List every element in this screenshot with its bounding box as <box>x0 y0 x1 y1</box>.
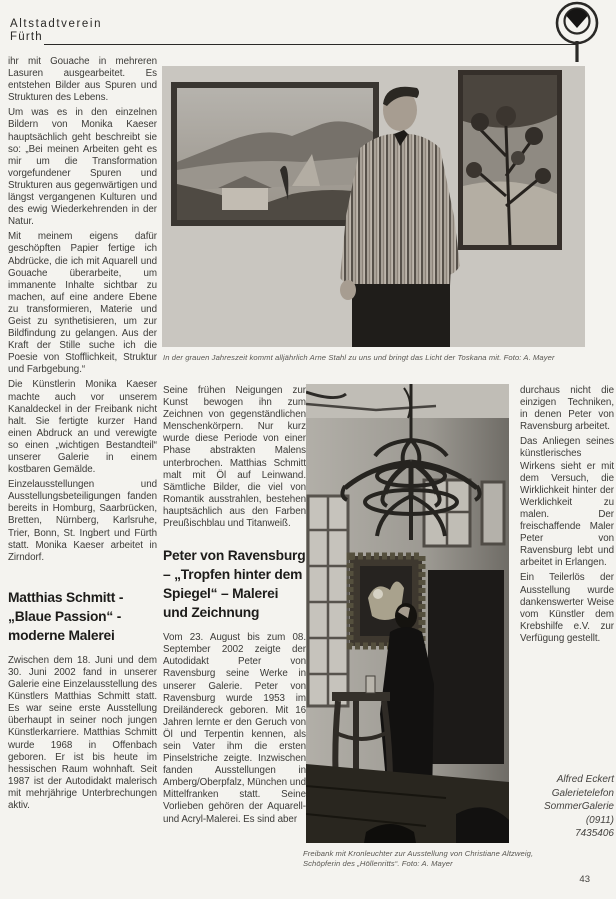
photo2-caption: Freibank mit Kronleuchter zur Ausstellung von Christiane Altzweig, Schöpferin des „Höllenritts“. Foto: A. Mayer <box>303 849 534 868</box>
contact-gallery: SommerGalerie <box>543 801 614 812</box>
landscape-painting <box>171 82 379 226</box>
paragraph: Die Künstlerin Monika Kaeser machte auch vor unserem Kanaldeckel in der Freibank nicht halt. Sie fertigte kurzer Hand einen Abdruck an und verewigte so einen „wichtigen Bestandteil“ unserer Galerie in einem kostbaren Gemälde. <box>8 379 157 476</box>
doorway <box>428 570 504 764</box>
contact-label: Galerietelefon <box>551 787 614 799</box>
middle-column <box>163 385 306 829</box>
paragraph: Das Anliegen seines künstlerisches Wirkens sieht er mit dem Versuch, die Wirklichkeit hinter der Werklichkeit zu malen. Der freischaffende Maler Peter von Ravensburg lebt und arbeitet in Erlangen. <box>520 436 614 569</box>
ceiling <box>306 384 509 418</box>
paragraph: Zwischen dem 18. Juni und dem 30. Juni 2002 fand in unserer Galerie eine Einzelausstellung des Künstlers Matthias Schmitt statt. Es war seine erste Ausstellung überhaupt in seiner noch jungen Künstlerkarriere. Matthias Schmitt wurde 1968 in Offenbach geboren. Er ist bis heute im hessischen Raum wohnhaft. Seit 1987 ist der Autodidakt malerisch mit mehrjährige Unterbrechungen aktiv. <box>8 654 157 811</box>
contact-name: Alfred Eckert <box>556 774 614 785</box>
photo-freibank-chandelier <box>306 384 509 843</box>
article-heading-ravensburg: Peter von Ravensburg – „Tropfen hinter dem Spiegel“ – Malerei und Zeichnung <box>163 548 306 621</box>
paragraph: Seine frühen Neigungen zur Kunst bewogen ihn zum Zeichnen von gegenständlichen Menschenkörpern. Nur kurz wurde diese Periode von einer Phase abstrakten Malens unterbrochen. Matthias Schmitt malt mit Öl auf Leinwand. Sämtliche Bilder, die viel von Romantik ausstrahlen, bestehen hauptsächlich aus den Farben Preußischblau und Titanweiß. <box>163 385 306 530</box>
photo1-caption: In der grauen Jahreszeit kommt alljährlich Arne Stahl zu uns und bringt das Licht der Toskana mit. Foto: A. Mayer <box>163 353 555 362</box>
paragraph: Um was es in den einzelnen Bildern von Monika Kaeser hauptsächlich geht beschreibt sie so: „Bei meinen Arbeiten geht es mir um die Transformation vorgefundener Spuren und Strukturen aus gegenwärtigen und längst vergangenen Kulturen und des ewig Wiederkehrenden in der Natur. <box>8 107 157 228</box>
org-name: Altstadtverein <box>10 18 103 30</box>
contact-block <box>495 773 614 841</box>
contact-phone: 7435406 <box>575 828 614 839</box>
paragraph: Einzelausstellungen und Ausstellungsbeteiligungen fanden bereits in Homburg, Saarbrücken, Bretten, Nürnberg, Karlsruhe, Trier, Bonn, St. Ingbert und Fürth statt. Monika Kaeser arbeitet in Zirndorf. <box>8 479 157 563</box>
org-city: Fürth <box>10 31 43 43</box>
page-number: 43 <box>579 874 590 885</box>
paragraph: Vom 23. August bis zum 08. September 2002 zeigte der Autodidakt Peter von Ravensburg seine Werke in unserer Galerie. Peter von Ravensburg wurde 1953 im Dreiländereck geboren. Mit 16 Jahren lernte er den Geruch von Öl und Terpentin kennen, als sein Vater ihm die ersten Pinselstriche zeigte. Inzwischen fanden Ausstellungen in Amberg/Oberpfalz, München und Mittelfranken statt. Seine Vorlieben gehören der Aquarell- und Acryl-Malerei. Es sind aber <box>163 632 306 825</box>
right-column <box>520 385 614 648</box>
thistle-painting <box>458 70 562 250</box>
paragraph: Mit meinem eigens dafür geschöpften Papier fertige ich Abdrücke, die ich mit Aquarell und Gouache überarbeite, um immanente Inhalte sichtbar zu machen, auf eine andere Ebene zu transformieren, Materie und Geist zu synthetisieren, um zur Bildfindung zu gelangen. Aus der Kraft der Stille suche ich die Poesie von Stofflichkeit, Struktur und Farbgebung.“ <box>8 231 157 376</box>
left-column <box>8 56 157 815</box>
paragraph: ihr mit Gouache in mehreren Lasuren ausgearbeitet. Es entstehen Bilder aus Spuren und Strukturen des Lebens. <box>8 56 157 104</box>
contact-area-code: (0911) <box>585 814 614 826</box>
masthead <box>10 18 102 44</box>
paragraph: durchaus nicht die einzigen Techniken, in denen Peter von Ravensburg arbeitet. <box>520 385 614 433</box>
paragraph: Ein Teilerlös der Ausstellung wurde dankenswerter Weise vom Künstler dem Krebshilfe e.V. zur Verfügung gestellt. <box>520 572 614 644</box>
article-heading-schmitt: Matthias Schmitt - „Blaue Passion“ - moderne Malerei <box>8 589 124 643</box>
window <box>308 496 348 706</box>
photo-artist-in-gallery <box>162 66 585 347</box>
header-rule <box>44 44 578 45</box>
altstadtverein-logo-icon <box>550 1 604 63</box>
